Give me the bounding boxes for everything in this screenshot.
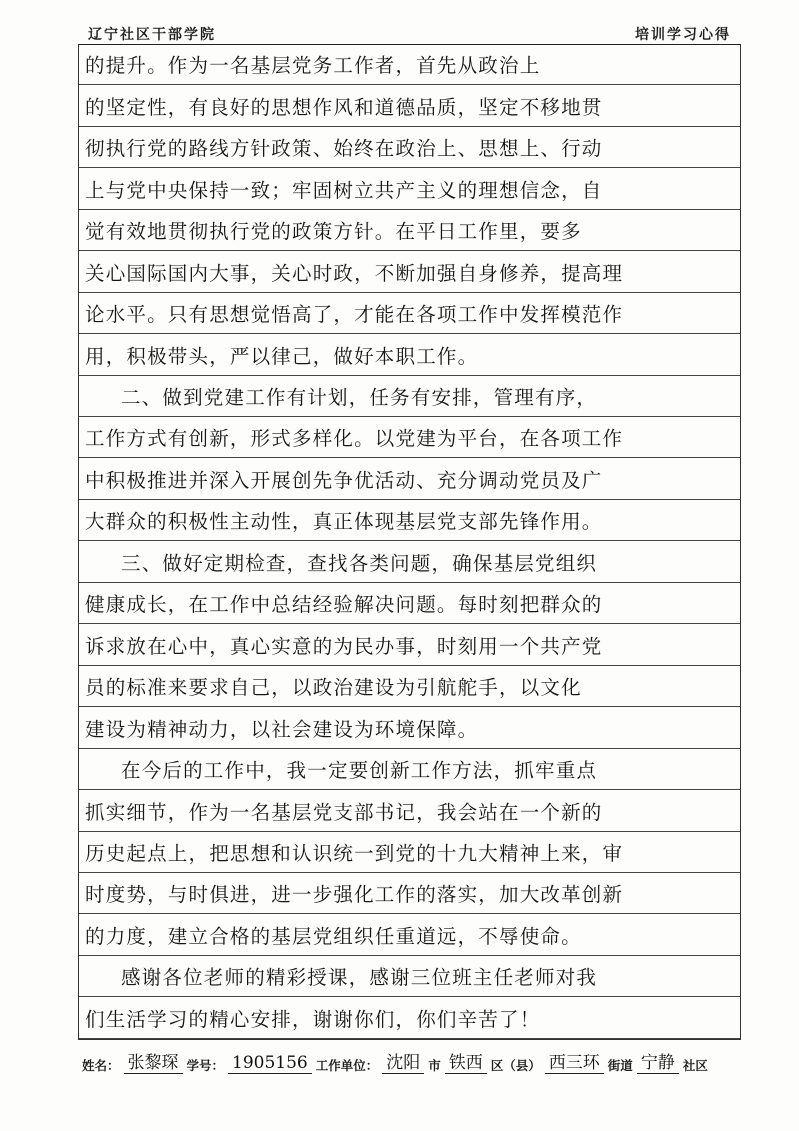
name-label: 姓名：: [82, 1058, 120, 1073]
text-line: 关心国际国内大事，关心时政，不断加强自身修养，提高理: [79, 251, 740, 292]
city-value: 沈阳: [382, 1048, 424, 1074]
text-line: 三、做好定期检查，查找各类问题，确保基层党组织: [79, 541, 740, 582]
text-line: 彻执行党的路线方针政策、始终在政治上、思想上、行动: [79, 127, 740, 168]
text-line: 的提升。作为一名基层党务工作者，首先从政治上: [79, 44, 740, 85]
community-value: 宁静: [637, 1048, 679, 1074]
text-line: 上与党中央保持一致；牢固树立共产主义的理想信念，自: [79, 168, 740, 209]
text-line: 的力度，建立合格的基层党组织任重道远，不辱使命。: [79, 914, 740, 955]
work-label: 工作单位：: [315, 1058, 379, 1073]
text-line: 健康成长，在工作中总结经验解决问题。每时刻把群众的: [79, 583, 740, 624]
text-line: 们生活学习的精心安排，谢谢你们，你们辛苦了！: [79, 997, 740, 1038]
city-suffix: 市: [428, 1058, 441, 1073]
text-line: 感谢各位老师的精彩授课，感谢三位班主任老师对我: [79, 956, 740, 997]
text-line: 觉有效地贯彻执行党的政策方针。在平日工作里，要多: [79, 210, 740, 251]
header-doc-type: 培训学习心得: [635, 27, 731, 43]
ruled-writing-area: [78, 44, 741, 1040]
text-line: 二、做到党建工作有计划，任务有安排，管理有序，: [79, 376, 740, 417]
text-line: 抓实细节，作为一名基层党支部书记，我会站在一个新的: [79, 790, 740, 831]
id-value: 1905156: [228, 1053, 312, 1074]
text-line: 建设为精神动力，以社会建设为环境保障。: [79, 707, 740, 748]
text-line: 时度势，与时俱进，进一步强化工作的落实，加大改革创新: [79, 873, 740, 914]
text-line: 大群众的积极性主动性，真正体现基层党支部先锋作用。: [79, 500, 740, 541]
text-line: 诉求放在心中，真心实意的为民办事，时刻用一个共产党: [79, 624, 740, 665]
street-suffix: 街道: [607, 1058, 633, 1073]
text-line: 工作方式有创新，形式多样化。以党建为平台，在各项工作: [79, 417, 740, 458]
text-line: 历史起点上，把思想和认识统一到党的十九大精神上来，审: [79, 832, 740, 873]
text-line: 的坚定性，有良好的思想作风和道德品质，坚定不移地贯: [79, 85, 740, 126]
signature-footer: [82, 1044, 741, 1074]
community-suffix: 社区: [682, 1058, 708, 1073]
text-line: 在今后的工作中，我一定要创新工作方法，抓牢重点: [79, 749, 740, 790]
header-org: 辽宁社区干部学院: [88, 27, 216, 43]
name-value: 张黎琛: [124, 1048, 183, 1074]
street-value: 西三环: [545, 1048, 604, 1074]
text-line: 用，积极带头，严以律己，做好本职工作。: [79, 334, 740, 375]
page-header: [88, 14, 731, 44]
id-label: 学号：: [186, 1058, 225, 1073]
district-value: 铁西: [445, 1048, 487, 1074]
text-line: 论水平。只有思想觉悟高了，才能在各项工作中发挥模范作: [79, 293, 740, 334]
text-line: 中积极推进并深入开展创先争优活动、充分调动党员及广: [79, 459, 740, 500]
text-line: 员的标准来要求自己，以政治建设为引航舵手，以文化: [79, 666, 740, 707]
district-suffix: 区（县）: [490, 1058, 541, 1073]
